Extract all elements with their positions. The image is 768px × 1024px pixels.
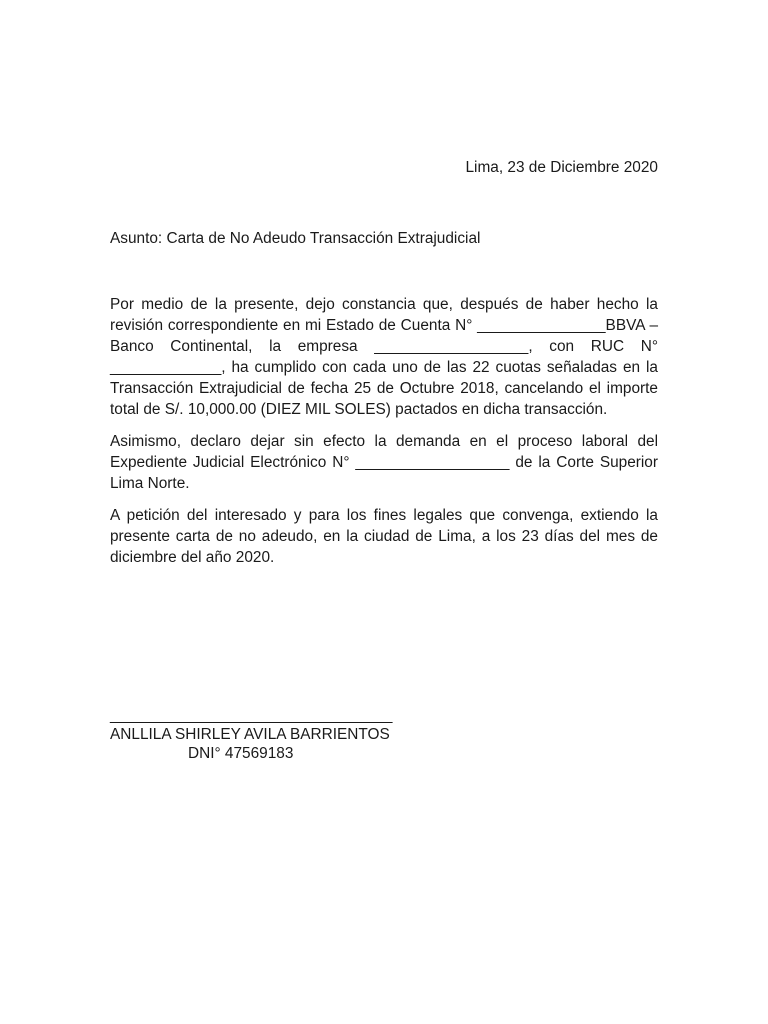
signer-name: ANLLILA SHIRLEY AVILA BARRIENTOS xyxy=(110,726,390,743)
letter-body xyxy=(110,294,658,579)
signer-dni: DNI° 47569183 xyxy=(188,745,294,762)
signature-block xyxy=(110,706,392,763)
paragraph-peticion: A petición del interesado y para los fines legales que convenga, extiendo la presente carta de no adeudo, en la ciudad de Lima, a los 23 días del mes de diciembre del año 2020. xyxy=(110,507,658,566)
paragraph-constancia: Por medio de la presente, dejo constancia que, después de haber hecho la revisión correspondiente en mi Estado de Cuenta N° _______________BBVA – Banco Continental, la empresa __________________, con RUC N° _____________, ha cumplido con cada uno de las 22 cuotas señaladas en la Transacción Extrajudicial de fecha 25 de Octubre 2018, cancelando el importe total de S/. 10,000.00 (DIEZ MIL SOLES) pactados en dicha transacción. xyxy=(110,296,658,418)
paragraph-demanda: Asimismo, declaro dejar sin efecto la demanda en el proceso laboral del Expediente Judicial Electrónico N° __________________ de la Corte Superior Lima Norte. xyxy=(110,433,658,492)
letter-date: Lima, 23 de Diciembre 2020 xyxy=(465,159,658,176)
letter-subject: Asunto: Carta de No Adeudo Transacción Extrajudicial xyxy=(110,230,481,247)
signature-line: _________________________________ xyxy=(110,707,393,724)
